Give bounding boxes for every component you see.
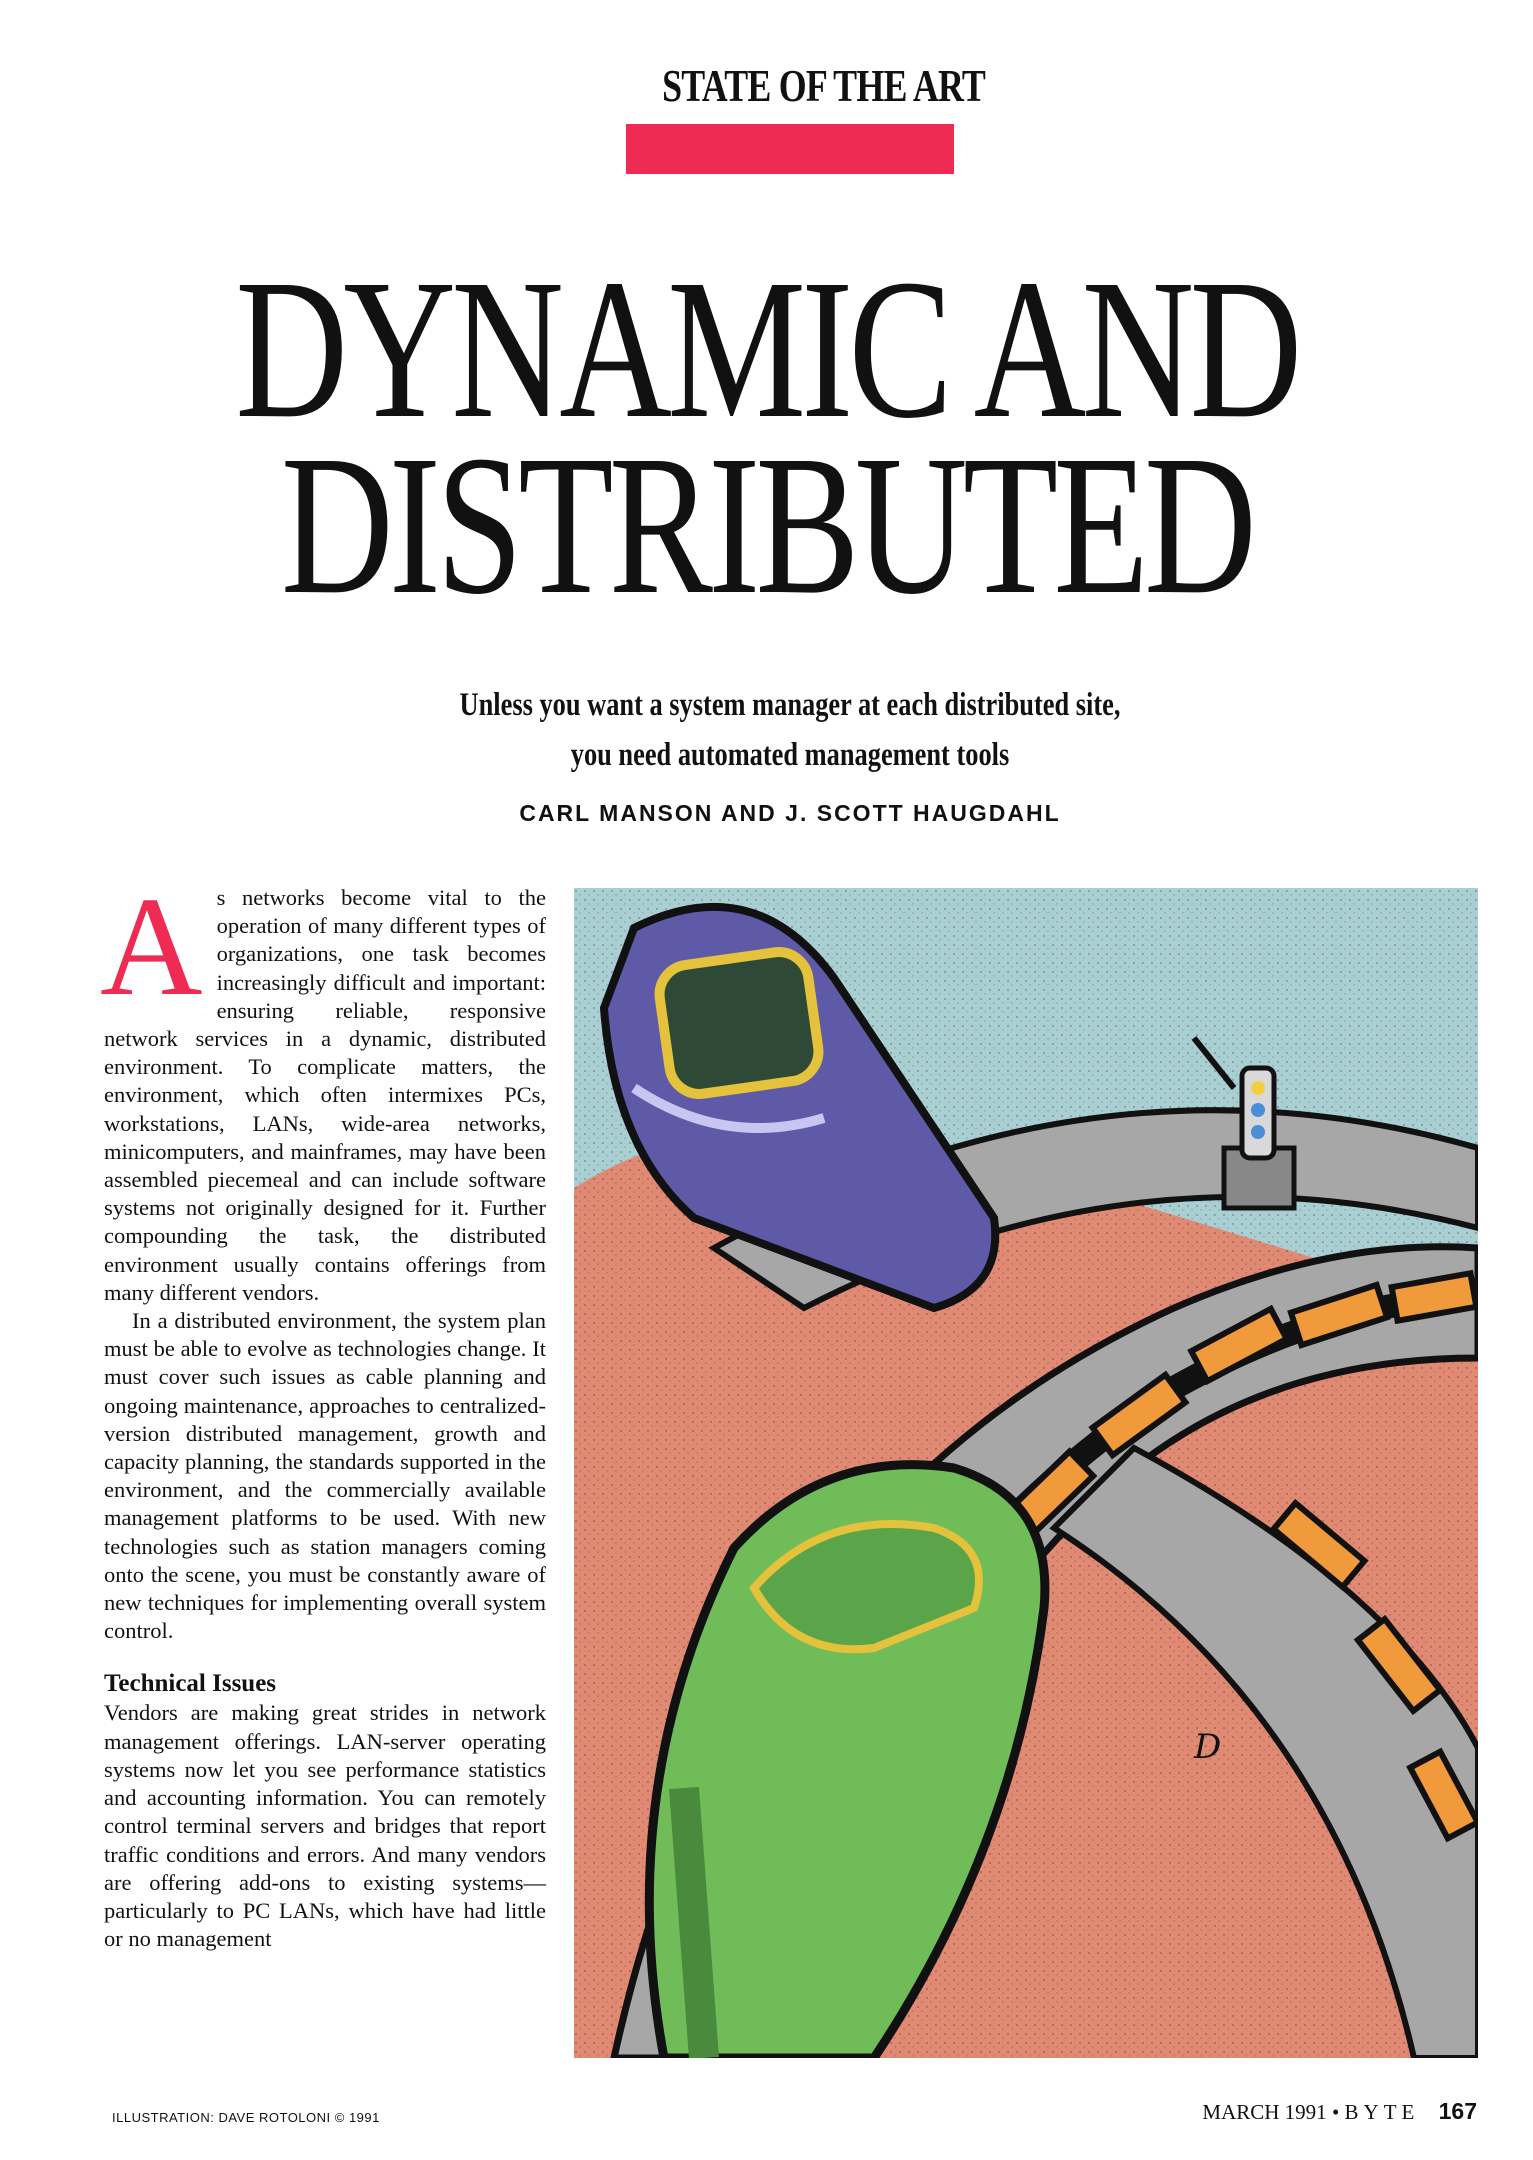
headline-line-1: DYNAMIC AND — [235, 239, 1298, 460]
paragraph-3: Vendors are making great strides in network management offerings. LAN-server operating systems now let you see performance statistics and accounting information. You can remotely control terminal servers and bridges that report traffic conditions and errors. And many vendors are offering add-ons to existing systems—particularly to PC LANs, which have had little or no management — [104, 1700, 546, 1952]
headline — [0, 239, 1533, 636]
section-header — [626, 60, 985, 174]
subhead-technical-issues: Technical Issues — [104, 1670, 277, 1698]
paragraph-2: In a distributed environment, the system plan must be able to evolve as technologies change. It must cover such issues as cable planning and ongoing maintenance, approaches to centralized-version distributed management, growth and capacity planning, the standards supported in the environment, and the commercially available management platforms to be used. With new technologies such as station managers coming onto the scene, you must be constantly aware of new techniques for implementing overall system control. — [104, 1308, 546, 1644]
illustration — [574, 888, 1478, 2058]
deck-line-2: you need automated management tools — [570, 737, 1010, 773]
drop-cap: A — [100, 867, 203, 1025]
headline-line-2: DISTRIBUTED — [280, 415, 1253, 636]
byline: CARL MANSON AND J. SCOTT HAUGDAHL — [519, 800, 1061, 826]
page-folio — [1202, 2098, 1477, 2125]
issue-date: MARCH 1991 — [1202, 2100, 1327, 2124]
artist-mark: D — [1194, 1727, 1222, 1767]
magazine-name: BYTE — [1344, 2100, 1420, 2124]
illustration-trains-computer-terminals-icon — [574, 888, 1478, 2058]
illustration-credit: ILLUSTRATION: DAVE ROTOLONI © 1991 — [112, 2110, 380, 2125]
deck-line-1: Unless you want a system manager at each distributed site, — [459, 687, 1121, 723]
article-body — [100, 867, 546, 1953]
deck — [300, 680, 1280, 780]
section-accent-bar — [626, 124, 954, 174]
page-number: 167 — [1438, 2098, 1477, 2124]
folio-separator: • — [1331, 2100, 1340, 2124]
section-label: STATE OF THE ART — [662, 60, 985, 111]
paragraph-1: s networks become vital to the operation of many different types of organizations, one task becomes increasingly difficult and important: ensuring reliable, responsive network services in a dynamic, distributed environment. To complicate matters, the environment, which often intermixes PCs, workstations, LANs, wide-area networks, minicomputers, and mainframes, may have been assembled piecemeal and can include software systems not originally designed for it. Further compounding the task, the distributed environment usually contains offerings from many different vendors. — [104, 885, 546, 1305]
